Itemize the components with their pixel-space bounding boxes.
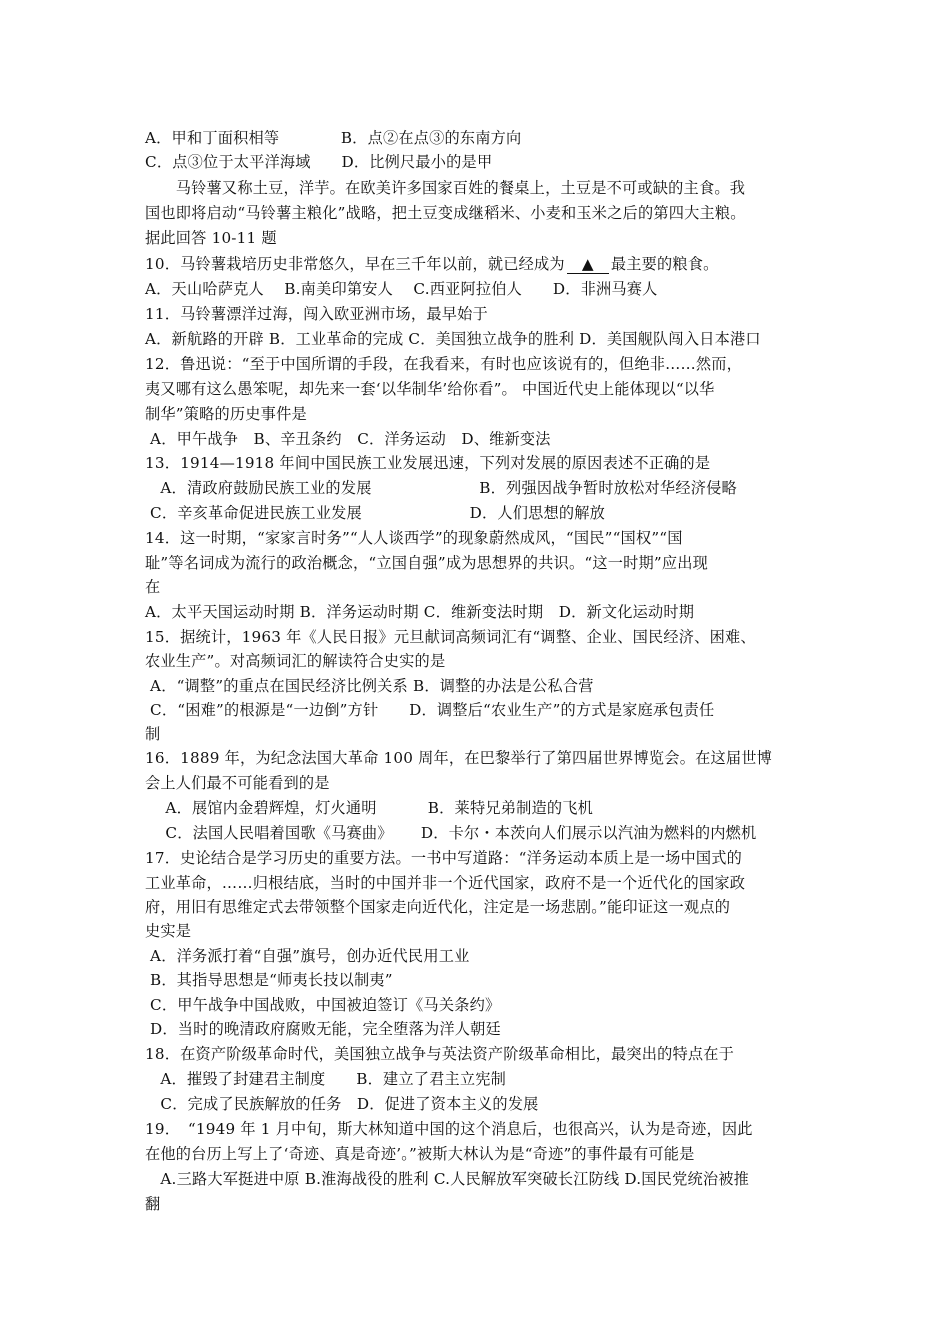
text-line: 国也即将启动“马铃薯主粮化”战略，把土豆变成继稻米、小麦和玉米之后的第四大主粮。 <box>145 204 746 222</box>
question-10-stem <box>145 252 719 276</box>
text-line: 18．在资产阶级革命时代，美国独立战争与英法资产阶级革命相比，最突出的特点在于 <box>145 1045 735 1063</box>
text-line: 会上人们最不可能看到的是 <box>145 774 330 792</box>
text-line: 据此回答 10-11 题 <box>145 229 277 247</box>
text-line: 17．史论结合是学习历史的重要方法。一书中写道路：“洋务运动本质上是一场中国式的 <box>145 849 743 867</box>
question-10-tail: 最主要的粮食。 <box>610 255 719 273</box>
answer-blank-mark: ▲ <box>567 255 609 274</box>
text-line: 马铃薯又称土豆，洋芋。在欧美许多国家百姓的餐桌上，土豆是不可或缺的主食。我 <box>145 179 746 197</box>
text-line: A．甲和丁面积相等 B．点②在点③的东南方向 <box>145 129 522 147</box>
text-line: B．其指导思想是“师夷长技以制夷” <box>145 971 393 989</box>
text-line: 翻 <box>145 1195 161 1213</box>
text-line: 制华”策略的历史事件是 <box>145 405 307 423</box>
text-line: A．甲午战争 B、辛丑条约 C．洋务运动 D、维新变法 <box>145 430 551 448</box>
text-line: A．太平天国运动时期 B．洋务运动时期 C．维新变法时期 D．新文化运动时期 <box>145 603 695 621</box>
text-line: 夷又哪有这么愚笨呢，却先来一套‘以华制华’给你看”。 中国近代史上能体现以“以华 <box>145 380 715 398</box>
text-line: 制 <box>145 725 161 743</box>
text-line: C．法国人民唱着国歌《马赛曲》 D．卡尔・本茨向人们展示以汽油为燃料的内燃机 <box>145 824 757 842</box>
text-line: A．天山哈萨克人 B.南美印第安人 C.西亚阿拉伯人 D．非洲马赛人 <box>145 280 658 298</box>
text-line: 史实是 <box>145 922 192 940</box>
text-line: 在 <box>145 578 161 596</box>
text-line: A．摧毁了封建君主制度 B．建立了君主立宪制 <box>145 1070 507 1088</box>
text-line: D．当时的晚清政府腐败无能，完全堕落为洋人朝廷 <box>145 1020 501 1038</box>
text-line: C．“困难”的根源是“一边倒”方针 D．调整后“农业生产”的方式是家庭承包责任 <box>145 701 715 719</box>
text-line: A．清政府鼓励民族工业的发展 B．列强因战争暂时放松对华经济侵略 <box>145 479 737 497</box>
text-line: A.三路大军挺进中原 B.淮海战役的胜利 C.人民解放军突破长江防线 D.国民党统治被推 <box>145 1170 750 1188</box>
text-line: C．点③位于太平洋海域 D．比例尺最小的是甲 <box>145 153 493 171</box>
text-line: 府，用旧有思维定式去带领整个国家走向近代化，注定是一场悲剧。”能印证这一观点的 <box>145 898 731 916</box>
text-line: 工业革命，……归根结底，当时的中国并非一个近代国家，政府不是一个近代化的国家政 <box>145 874 746 892</box>
text-line: 14．这一时期，“家家言时务”“人人谈西学”的现象蔚然成风，“国民”“国权”“国 <box>145 529 683 547</box>
text-line: 在他的台历上写上了‘奇迹、真是奇迹’。”被斯大林认为是“奇迹”的事件最有可能是 <box>145 1145 695 1163</box>
text-line: 19． “1949 年 1 月中旬，斯大林知道中国的这个消息后，也很高兴，认为是奇迹，因此 <box>145 1120 753 1138</box>
text-line: A．“调整”的重点在国民经济比例关系 B．调整的办法是公私合营 <box>145 677 594 695</box>
text-line: A．展馆内金碧辉煌，灯火通明 B．莱特兄弟制造的飞机 <box>145 799 594 817</box>
text-line: C．辛亥革命促进民族工业发展 D．人们思想的解放 <box>145 504 606 522</box>
text-line: 15．据统计，1963 年《人民日报》元旦献词高频词汇有“调整、企业、国民经济、困难、 <box>145 628 756 646</box>
text-line: 11．马铃薯漂洋过海，闯入欧亚洲市场，最早始于 <box>145 305 488 323</box>
text-line: 16．1889 年，为纪念法国大革命 100 周年，在巴黎举行了第四届世界博览会。在这届世博 <box>145 749 773 767</box>
text-line: A．新航路的开辟 B．工业革命的完成 C．美国独立战争的胜利 D．美国舰队闯入日本港口 <box>145 330 761 348</box>
text-line: 农业生产”。对高频词汇的解读符合史实的是 <box>145 652 446 670</box>
text-line: C．完成了民族解放的任务 D．促进了资本主义的发展 <box>145 1095 539 1113</box>
text-line: 13．1914—1918 年间中国民族工业发展迅速，下列对发展的原因表述不正确的是 <box>145 454 711 472</box>
text-line: 12．鲁迅说：“至于中国所谓的手段，在我看来，有时也应该说有的，但绝非……然而， <box>145 355 743 373</box>
question-10-text: 10．马铃薯栽培历史非常悠久，早在三千年以前，就已经成为 <box>145 255 565 273</box>
text-line: 耻”等名词成为流行的政治概念，“立国自强”成为思想界的共识。“这一时期”应出现 <box>145 554 708 572</box>
text-line: A．洋务派打着“自强”旗号，创办近代民用工业 <box>145 947 470 965</box>
text-line: C．甲午战争中国战败，中国被迫签订《马关条约》 <box>145 996 501 1014</box>
